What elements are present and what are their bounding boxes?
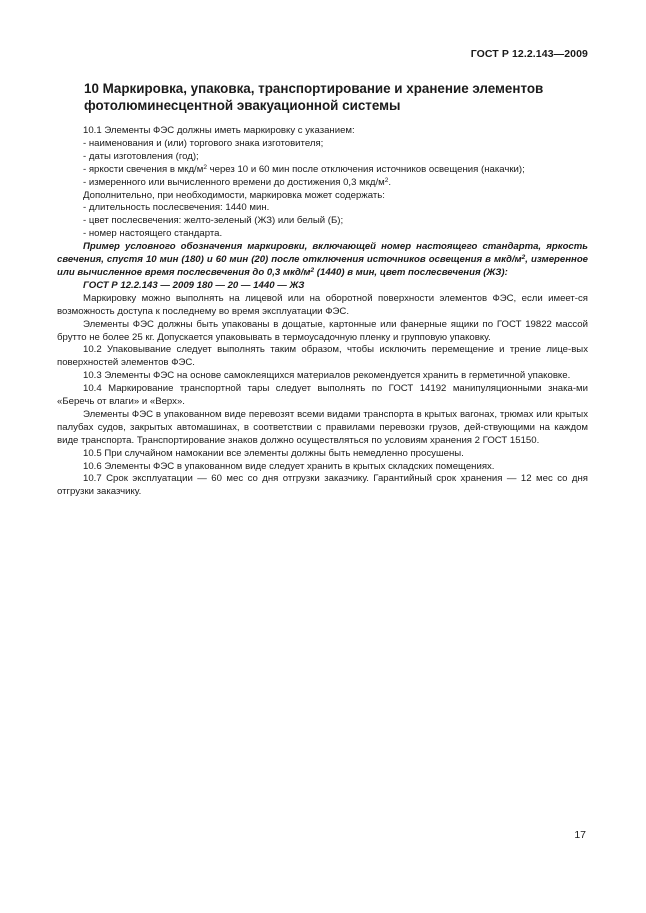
section-title: 10 Маркировка, упаковка, транспортирование и хранение элементов фотолюминесцентной эвакуационной системы: [84, 81, 544, 113]
marking-example: [57, 241, 588, 280]
document-body: [57, 125, 588, 499]
text-span: через 10 и 60 мин после отключения источников освещения (накачки);: [206, 163, 525, 175]
paragraph-10-1-intro: 10.1 Элементы ФЭС должны иметь маркировку с указанием:: [83, 125, 355, 136]
list-item-brightness: [57, 164, 588, 177]
text-span: (1440) в мин, цвет послесвечения (ЖЗ):: [314, 266, 508, 278]
paragraph-10-2: 10.2 Упаковывание следует выполнять таким образом, чтобы исключить перемещение и трение лице-вых поверхностей элементов ФЭС.: [57, 344, 588, 369]
list-item: - наименования и (или) торгового знака изготовителя;: [83, 137, 324, 149]
paragraph-10-7: 10.7 Срок эксплуатации — 60 мес со дня отгрузки заказчику. Гарантийный срок хранения — 12 мес со дня отгрузки заказчику.: [57, 473, 588, 498]
paragraph-10-6: 10.6 Элементы ФЭС в упакованном виде следует хранить в крытых складских помещениях.: [83, 460, 495, 472]
paragraph-10-4: 10.4 Маркирование транспортной тары следует выполнять по ГОСТ 14192 манипуляционными знака-ми «Беречь от влаги» и «Верх».: [57, 383, 588, 408]
paragraph-10-5: 10.5 При случайном намокании все элементы должны быть немедленно просушены.: [83, 447, 464, 459]
text-span: , измеренное или вычисленное время послесвечения до 0,3 мкд/м: [57, 254, 589, 278]
text-span: - измеренного или вычисленного времени до достижения 0,3 мкд/м: [83, 176, 385, 188]
text-span: - яркости свечения в мкд/м: [83, 163, 204, 175]
list-item: - цвет послесвечения: желто-зеленый (ЖЗ) или белый (Б);: [83, 215, 344, 227]
list-item: - длительность послесвечения: 1440 мин.: [83, 202, 270, 214]
standard-code-header: ГОСТ Р 12.2.143—2009: [470, 48, 588, 60]
superscript: 2: [203, 163, 207, 171]
page-number: 17: [574, 829, 586, 841]
text-span: .: [388, 176, 392, 188]
paragraph: Маркировку можно выполнять на лицевой или на оборотной поверхности элементов ФЭС, если имеет-ся возможность доступа к последнему во время эксплуатации ФЭС.: [57, 292, 588, 317]
marking-example-code: ГОСТ Р 12.2.143 — 2009 180 — 20 — 1440 — ЖЗ: [83, 279, 305, 291]
superscript: 2: [310, 266, 315, 274]
list-item: - даты изготовления (год);: [83, 150, 199, 162]
list-item: - номер настоящего стандарта.: [83, 228, 223, 240]
paragraph: Элементы ФЭС должны быть упакованы в дощатые, картонные или фанерные ящики по ГОСТ 19822 массой брутто не более 25 кг. Допускается упаковывать в термоусадочную пленку и групповую упаковку.: [57, 318, 588, 343]
superscript: 2: [521, 254, 526, 262]
text-span: Пример условного обозначения маркировки, включающей номер настоящего стандарта, яркость свечения, спустя 10 мин (180) и 60 мин (20) после отключения источников освещения в мкд/м: [57, 241, 588, 266]
additional-intro: Дополнительно, при необходимости, маркировка может содержать:: [83, 189, 385, 201]
superscript: 2: [384, 176, 389, 184]
paragraph-10-3: 10.3 Элементы ФЭС на основе самоклеящихся материалов рекомендуется хранить в герметичной упаковке.: [83, 370, 571, 382]
paragraph: Элементы ФЭС в упакованном виде перевозят всеми видами транспорта в крытых вагонах, трюмах или крытых палубах судов, закрытых автомашинах, в соответствии с правилами перевозки грузов, дей-ствующими на каждом виде транспорта. Транспортирование знаков должно осуществляться по условиям хранения 2 ГОСТ 15150.: [57, 408, 588, 446]
list-item-measured-time: [57, 177, 588, 190]
